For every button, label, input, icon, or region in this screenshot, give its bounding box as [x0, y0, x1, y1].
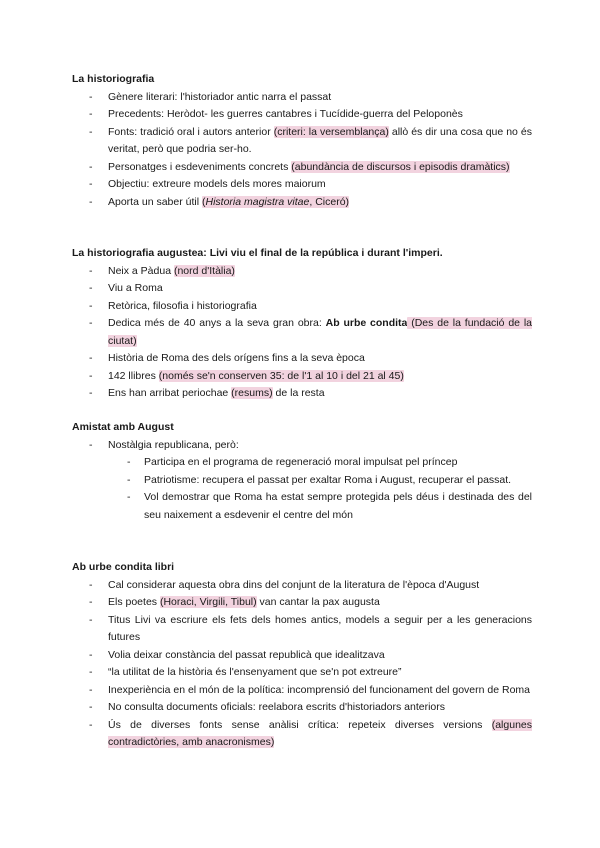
dash-bullet-icon: - [89, 369, 93, 382]
list-item: - Història de Roma des dels orígens fins a la seva època [72, 350, 532, 368]
section-heading: La historiografia [72, 73, 155, 85]
dash-bullet-icon: - [127, 456, 131, 468]
section-heading: La historiografia augustea: Livi viu el final de la república i durant l'imperi. [72, 247, 443, 259]
dash-bullet-icon: - [89, 352, 93, 364]
highlight: (algunes contradictòries, amb anacronismes) [108, 718, 532, 748]
list-item: - Ús de diverses fonts sense anàlisi crítica: repeteix diverses versions (algunes contradictòries, amb anacronismes) [89, 718, 532, 748]
section-historiografia-augustea [72, 245, 532, 403]
dash-bullet-icon: - [89, 90, 93, 103]
list-item: - Titus Livi va escriure els fets dels homes antics, models a seguir per a les generacions futures [89, 613, 532, 643]
list-item: - Retòrica, filosofia i historiografia [72, 298, 532, 316]
highlight: (nord d'Itàlia) [173, 264, 235, 277]
dash-bullet-icon: - [89, 178, 93, 190]
highlight: (Horaci, Virgili, Tibul) [159, 596, 257, 608]
bullet-list [72, 437, 532, 525]
dash-bullet-icon: - [89, 718, 93, 731]
section-heading: Ab urbe condita libri [72, 561, 175, 573]
highlight: (abundància de discursos i episodis dramàtics) [291, 160, 510, 173]
dash-bullet-icon: - [89, 666, 93, 678]
dash-bullet-icon: - [89, 160, 93, 173]
list-item: - Neix a Pàdua (nord d'Itàlia) [72, 263, 532, 281]
list-item: - Precedents: Heròdot- les guerres cantabres i Tucídide-guerra del Peloponès [72, 106, 532, 124]
dash-bullet-icon: - [89, 387, 93, 399]
sub-list-item: - Vol demostrar que Roma ha estat sempre protegida pels déus i destinada des del seu naixement a esdevenir el centre del món [127, 491, 532, 521]
dash-bullet-icon: - [89, 613, 93, 626]
highlight: (Des de la fundació de la ciutat) [108, 317, 533, 347]
list-item: - Aporta un saber útil (Historia magistra vitae, Ciceró) [72, 194, 532, 212]
list-item: - Els poetes (Horaci, Virgili, Tibul) van cantar la pax augusta [72, 594, 532, 612]
list-item: - “la utilitat de la història és l'ensenyament que se'n pot extreure” [72, 664, 532, 682]
dash-bullet-icon: - [89, 648, 93, 661]
dash-bullet-icon: - [89, 299, 93, 312]
section-amistat-august [72, 419, 532, 524]
list-item: - Ens han arribat periochae (resums) de la resta [72, 385, 532, 403]
list-item: - Cal considerar aquesta obra dins del conjunt de la literatura de l'època d'August [72, 577, 532, 595]
section-heading: Amistat amb August [72, 421, 174, 433]
list-item: - Volia deixar constància del passat republicà que idealitzava [72, 647, 532, 665]
dash-bullet-icon: - [89, 683, 93, 696]
dash-bullet-icon: - [89, 578, 93, 591]
list-item: - Personatges i esdeveniments concrets (abundància de discursos i episodis dramàtics) [72, 159, 532, 177]
list-item: - Gènere literari: l'historiador antic narra el passat [72, 89, 532, 107]
bullet-list [72, 263, 532, 403]
dash-bullet-icon: - [89, 264, 93, 277]
list-item: - Viu a Roma [72, 280, 532, 298]
highlight: (resums) [231, 387, 273, 399]
dash-bullet-icon: - [89, 438, 93, 451]
list-item: - No consulta documents oficials: reelabora escrits d'historiadors anteriors [72, 699, 532, 717]
sub-list-item: - Participa en el programa de regeneració moral impulsat pel príncep [72, 454, 532, 472]
sub-list-item: - Patriotisme: recupera el passat per exaltar Roma i August, recuperar el passat. [72, 472, 532, 490]
dash-bullet-icon: - [89, 596, 93, 608]
dash-bullet-icon: - [89, 317, 93, 329]
dash-bullet-icon: - [89, 195, 93, 208]
bullet-list [72, 577, 532, 752]
dash-bullet-icon: - [89, 282, 93, 294]
section-historiografia [72, 71, 532, 211]
dash-bullet-icon: - [127, 491, 131, 503]
list-item: - Nostàlgia republicana, però: [72, 437, 532, 455]
highlight: (criteri: la versemblança) [273, 125, 389, 138]
dash-bullet-icon: - [127, 473, 131, 486]
section-ab-urbe-condita [72, 559, 532, 752]
highlight: (només se'n conserven 35: de l'1 al 10 i del 21 al 45) [158, 369, 404, 382]
list-item: - Fonts: tradició oral i autors anterior (criteri: la versemblança) allò és dir una cosa que no és veritat, però que podria ser-ho. [89, 125, 532, 155]
dash-bullet-icon: - [89, 108, 93, 120]
bullet-list [72, 89, 532, 212]
dash-bullet-icon: - [89, 701, 93, 713]
list-item: - Objectiu: extreure models dels mores maiorum [72, 176, 532, 194]
list-item: - 142 llibres (només se'n conserven 35: de l'1 al 10 i del 21 al 45) [72, 368, 532, 386]
highlight: (Historia magistra vitae, Ciceró) [201, 195, 350, 208]
list-item: - Inexperiència en el món de la política: incomprensió del funcionament del govern de Roma [72, 682, 532, 700]
list-item: - Dedica més de 40 anys a la seva gran obra: Ab urbe condita (Des de la fundació de la ciutat) [89, 317, 533, 347]
dash-bullet-icon: - [89, 125, 93, 138]
